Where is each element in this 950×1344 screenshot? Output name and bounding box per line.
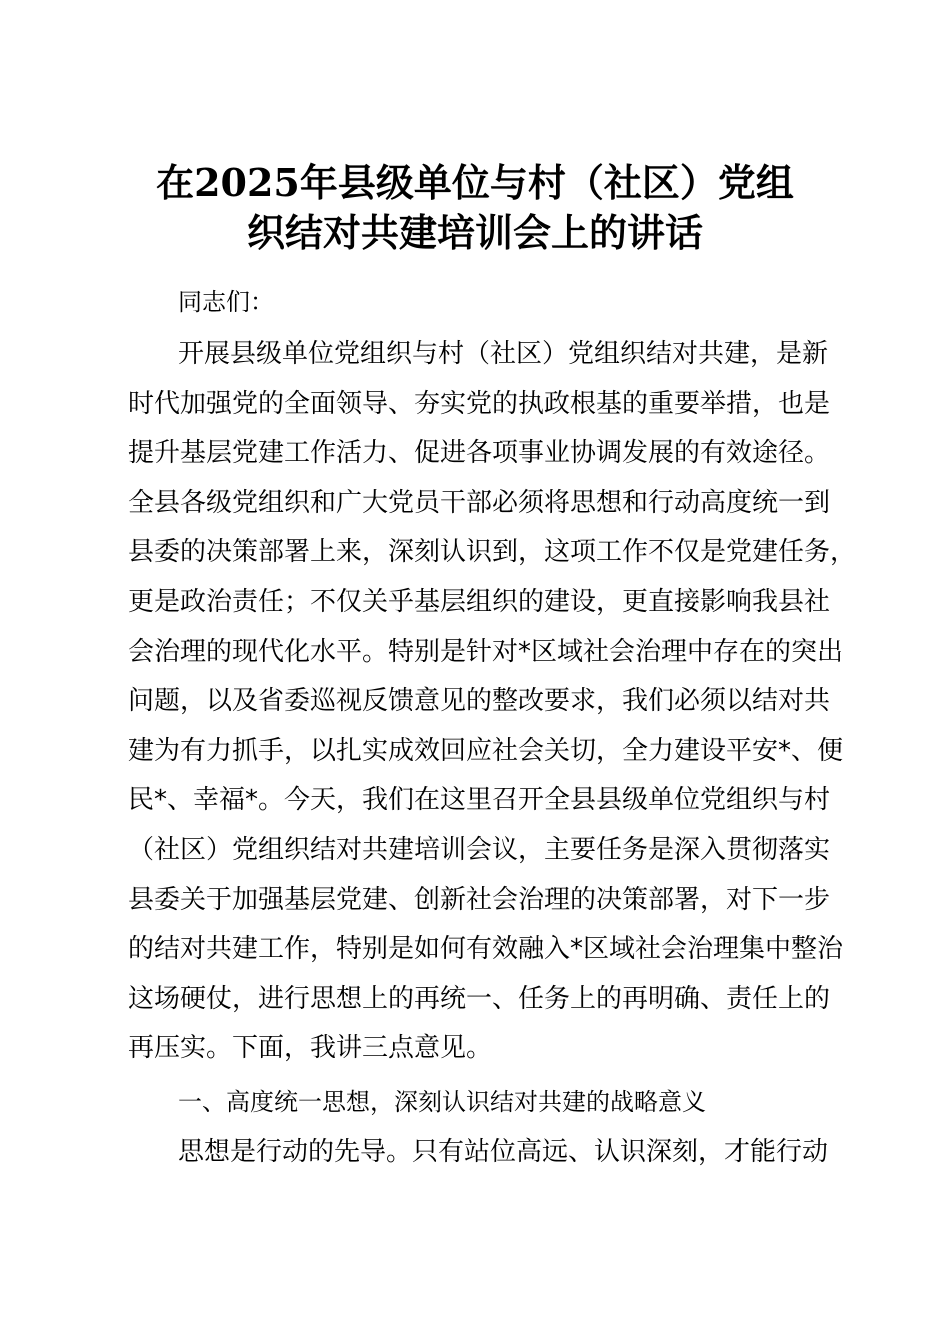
paragraph-2-line: 思想是行动的先导。只有站位高远、认识深刻，才能行动 [178, 1137, 829, 1167]
paragraph-line: 提升基层党建工作活力、促进各项事业协调发展的有效途径。 [128, 438, 831, 469]
paragraph-line: 再压实。下面，我讲三点意见。 [128, 1033, 493, 1064]
paragraph-1 [128, 330, 857, 1074]
paragraph-line: 时代加强党的全面领导、夯实党的执政根基的重要举措，也是 [128, 388, 831, 419]
paragraph-line: （社区）党组织结对共建培训会议，主要任务是深入贯彻落实 [128, 834, 831, 865]
paragraph-line: 的结对共建工作，特别是如何有效融入*区域社会治理集中整治 [128, 934, 844, 965]
paragraph-line: 全县各级党组织和广大党员干部必须将思想和行动高度统一到 [128, 487, 831, 518]
paragraph-line: 这场硬仗，进行思想上的再统一、任务上的再明确、责任上的 [128, 983, 831, 1014]
greeting: 同志们： [178, 288, 274, 316]
section-heading-1: 一、高度统一思想，深刻认识结对共建的战略意义 [178, 1088, 706, 1116]
paragraph-line: 更是政治责任；不仅关乎基层组织的建设，更直接影响我县社 [128, 586, 831, 617]
title-line: 在2025年县级单位与村（社区）党组 [156, 160, 794, 205]
paragraph-line: 民*、幸福*。今天，我们在这里召开全县县级单位党组织与村 [128, 785, 831, 816]
paragraph-line: 建为有力抓手，以扎实成效回应社会关切，全力建设平安*、便 [128, 735, 844, 766]
document-title [120, 158, 830, 258]
paragraph-line: 县委的决策部署上来，深刻认识到，这项工作不仅是党建任务， [128, 537, 857, 568]
paragraph-line: 县委关于加强基层党建、创新社会治理的决策部署，对下一步 [128, 884, 831, 915]
paragraph-line: 问题，以及省委巡视反馈意见的整改要求，我们必须以结对共 [128, 686, 831, 717]
title-line: 织结对共建培训会上的讲话 [246, 210, 703, 255]
paragraph-line: 会治理的现代化水平。特别是针对*区域社会治理中存在的突出 [128, 636, 844, 667]
paragraph-line: 开展县级单位党组织与村（社区）党组织结对共建，是新 [178, 339, 829, 369]
